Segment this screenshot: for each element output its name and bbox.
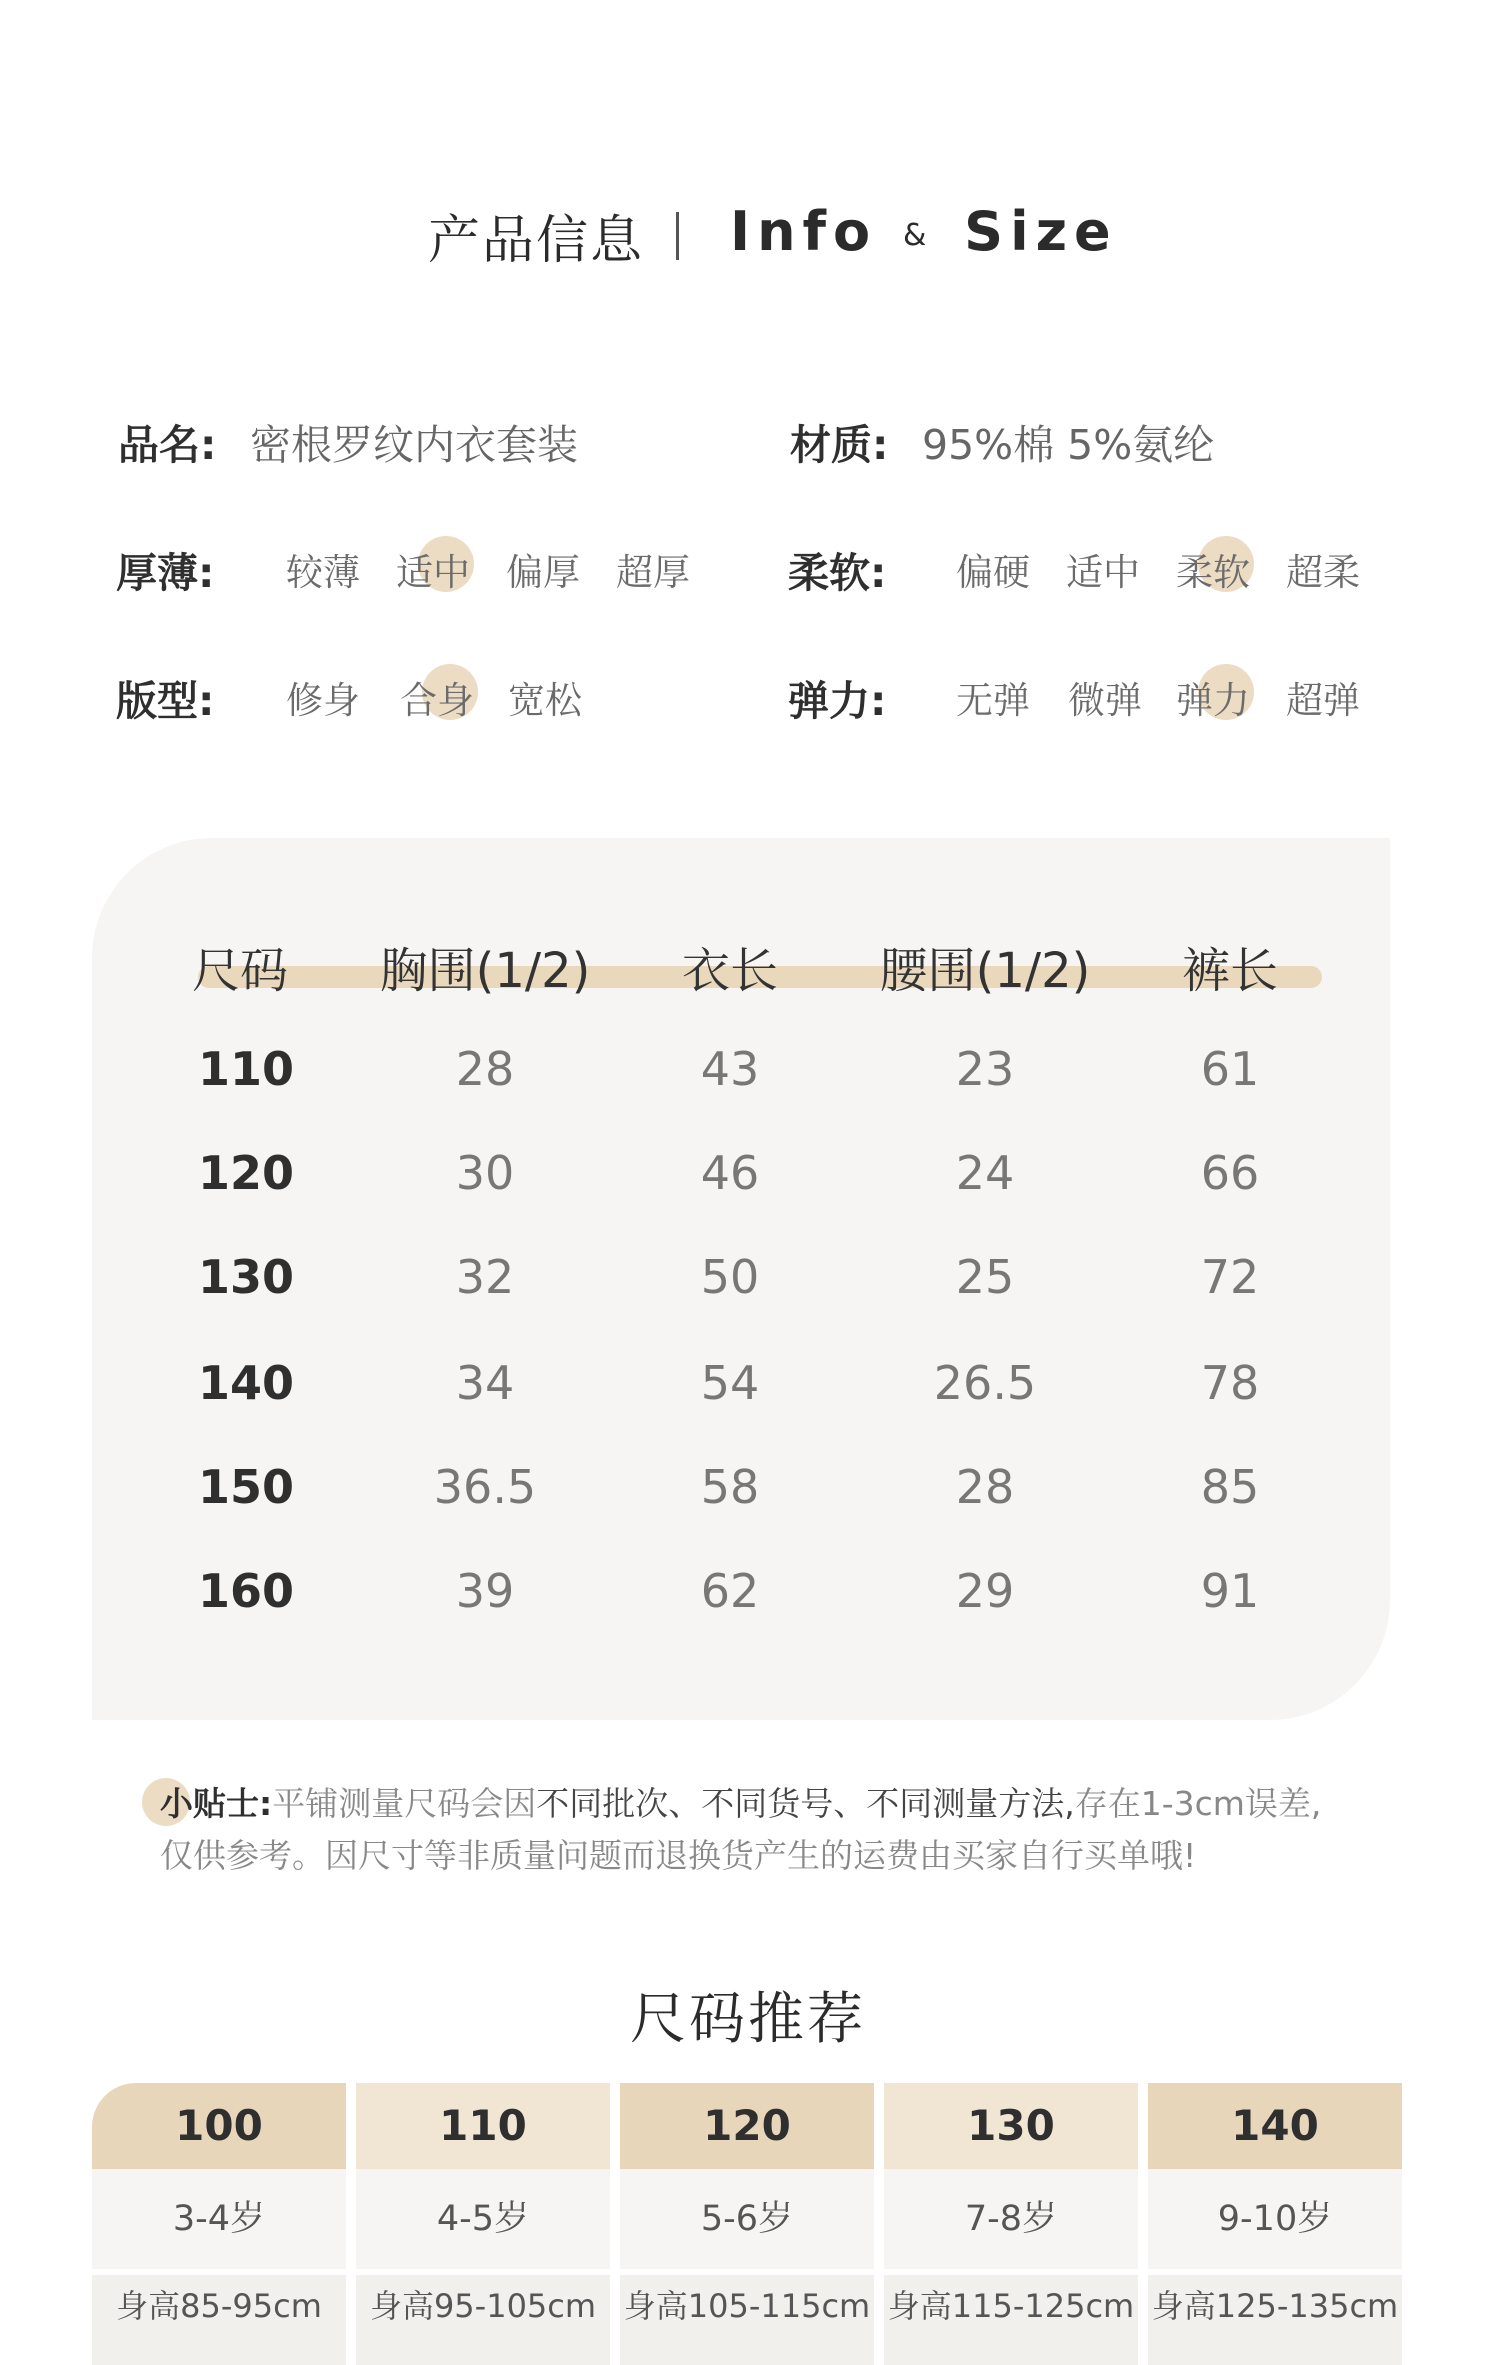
title-en-size: Size bbox=[964, 200, 1118, 263]
softness-option-text: 柔软 bbox=[1176, 551, 1250, 594]
recommend-height: 身高105-115cm bbox=[620, 2275, 874, 2365]
cell-waist: 24 bbox=[955, 1146, 1015, 1200]
tip-text-c: 存在1-3cm误差,仅供参考。因尺寸等非质量问题而退换货产生的运费由买家自行买单哦! bbox=[160, 1784, 1322, 1875]
thickness-option bbox=[608, 542, 698, 596]
fit-option-selected bbox=[392, 670, 482, 724]
recommend-title: 尺码推荐 bbox=[630, 1987, 866, 2052]
fit-option-text: 合身 bbox=[400, 679, 474, 722]
recommend-age: 4-5岁 bbox=[356, 2169, 610, 2269]
fit-option-text: 宽松 bbox=[508, 679, 582, 722]
recommend-column bbox=[1148, 2083, 1402, 2365]
recommend-size: 130 bbox=[884, 2083, 1138, 2169]
title-divider bbox=[676, 212, 679, 260]
thickness-option bbox=[278, 542, 368, 596]
fit-option bbox=[278, 670, 368, 724]
cell-chest: 28 bbox=[455, 1042, 515, 1096]
cell-waist: 26.5 bbox=[933, 1356, 1037, 1410]
cell-pants-length: 85 bbox=[1200, 1460, 1260, 1514]
elasticity-option-text: 弹力 bbox=[1176, 679, 1250, 722]
cell-chest: 30 bbox=[455, 1146, 515, 1200]
title-en-info: Info bbox=[730, 200, 878, 263]
recommend-height: 身高95-105cm bbox=[356, 2275, 610, 2365]
cell-length: 58 bbox=[700, 1460, 760, 1514]
tip-text-b: 不同批次、不同货号、不同测量方法, bbox=[536, 1784, 1075, 1823]
recommend-size: 120 bbox=[620, 2083, 874, 2169]
thickness-option-text: 偏厚 bbox=[506, 551, 580, 594]
thickness-option bbox=[498, 542, 588, 596]
softness-option bbox=[1278, 542, 1368, 596]
recommend-column bbox=[884, 2083, 1138, 2365]
fit-label: 版型: bbox=[116, 677, 215, 725]
cell-pants-length: 72 bbox=[1200, 1250, 1260, 1304]
recommend-height: 身高125-135cm bbox=[1148, 2275, 1402, 2365]
cell-chest: 34 bbox=[455, 1356, 515, 1410]
elasticity-option bbox=[1278, 670, 1368, 724]
cell-size: 150 bbox=[198, 1460, 295, 1514]
cell-length: 46 bbox=[700, 1146, 760, 1200]
column-header-length: 衣长 bbox=[681, 943, 778, 999]
cell-chest: 39 bbox=[455, 1564, 515, 1618]
cell-size: 120 bbox=[198, 1146, 295, 1200]
cell-waist: 23 bbox=[955, 1042, 1015, 1096]
elasticity-option bbox=[948, 670, 1038, 724]
column-header-chest: 胸围(1/2) bbox=[379, 943, 591, 999]
recommend-column bbox=[92, 2083, 346, 2365]
cell-pants-length: 91 bbox=[1200, 1564, 1260, 1618]
elasticity-option-text: 微弹 bbox=[1068, 679, 1142, 722]
elasticity-option bbox=[1060, 670, 1150, 724]
fit-option bbox=[500, 670, 590, 724]
cell-size: 130 bbox=[198, 1250, 295, 1304]
recommend-age: 9-10岁 bbox=[1148, 2169, 1402, 2269]
softness-option-text: 适中 bbox=[1066, 551, 1140, 594]
cell-pants-length: 78 bbox=[1200, 1356, 1260, 1410]
section-title-en bbox=[730, 200, 1118, 263]
recommend-size: 140 bbox=[1148, 2083, 1402, 2169]
cell-size: 110 bbox=[198, 1042, 295, 1096]
recommend-age: 3-4岁 bbox=[92, 2169, 346, 2269]
section-title-cn: 产品信息 bbox=[428, 211, 645, 271]
thickness-option-text: 适中 bbox=[396, 551, 470, 594]
tip-text bbox=[160, 1778, 1350, 1882]
softness-option bbox=[948, 542, 1038, 596]
recommend-size: 110 bbox=[356, 2083, 610, 2169]
cell-length: 62 bbox=[700, 1564, 760, 1618]
cell-waist: 25 bbox=[955, 1250, 1015, 1304]
cell-pants-length: 66 bbox=[1200, 1146, 1260, 1200]
cell-length: 54 bbox=[700, 1356, 760, 1410]
cell-length: 50 bbox=[700, 1250, 760, 1304]
recommend-column bbox=[620, 2083, 874, 2365]
softness-label: 柔软: bbox=[788, 549, 887, 597]
cell-size: 160 bbox=[198, 1564, 295, 1618]
thickness-option-text: 超厚 bbox=[616, 551, 690, 594]
tip-label: 小贴士: bbox=[160, 1784, 273, 1823]
product-name-value: 密根罗纹内衣套装 bbox=[250, 421, 578, 469]
fit-option-text: 修身 bbox=[286, 679, 360, 722]
cell-chest: 36.5 bbox=[433, 1460, 537, 1514]
cell-chest: 32 bbox=[455, 1250, 515, 1304]
cell-waist: 28 bbox=[955, 1460, 1015, 1514]
thickness-option-text: 较薄 bbox=[286, 551, 360, 594]
recommend-column bbox=[356, 2083, 610, 2365]
recommend-size: 100 bbox=[92, 2083, 346, 2169]
elasticity-option-text: 超弹 bbox=[1286, 679, 1360, 722]
recommend-height: 身高85-95cm bbox=[92, 2275, 346, 2365]
column-header-waist: 腰围(1/2) bbox=[879, 943, 1091, 999]
thickness-option-selected bbox=[388, 542, 478, 596]
softness-option bbox=[1058, 542, 1148, 596]
cell-size: 140 bbox=[198, 1356, 295, 1410]
material-label: 材质: bbox=[790, 421, 889, 469]
cell-length: 43 bbox=[700, 1042, 760, 1096]
thickness-label: 厚薄: bbox=[116, 549, 215, 597]
tip-text-a: 平铺测量尺码会因 bbox=[272, 1784, 537, 1823]
title-en-amp: & bbox=[902, 217, 927, 253]
softness-option-text: 偏硬 bbox=[956, 551, 1030, 594]
elasticity-option-text: 无弹 bbox=[956, 679, 1030, 722]
material-value: 95%棉 5%氨纶 bbox=[922, 421, 1215, 469]
elasticity-option-selected bbox=[1168, 670, 1258, 724]
elasticity-label: 弹力: bbox=[788, 677, 887, 725]
recommend-height: 身高115-125cm bbox=[884, 2275, 1138, 2365]
product-name-label: 品名: bbox=[118, 421, 217, 469]
recommend-age: 5-6岁 bbox=[620, 2169, 874, 2269]
recommend-age: 7-8岁 bbox=[884, 2169, 1138, 2269]
column-header-pants-length: 裤长 bbox=[1181, 943, 1278, 999]
softness-option-selected bbox=[1168, 542, 1258, 596]
cell-pants-length: 61 bbox=[1200, 1042, 1260, 1096]
column-header-size: 尺码 bbox=[191, 943, 288, 999]
cell-waist: 29 bbox=[955, 1564, 1015, 1618]
softness-option-text: 超柔 bbox=[1286, 551, 1360, 594]
